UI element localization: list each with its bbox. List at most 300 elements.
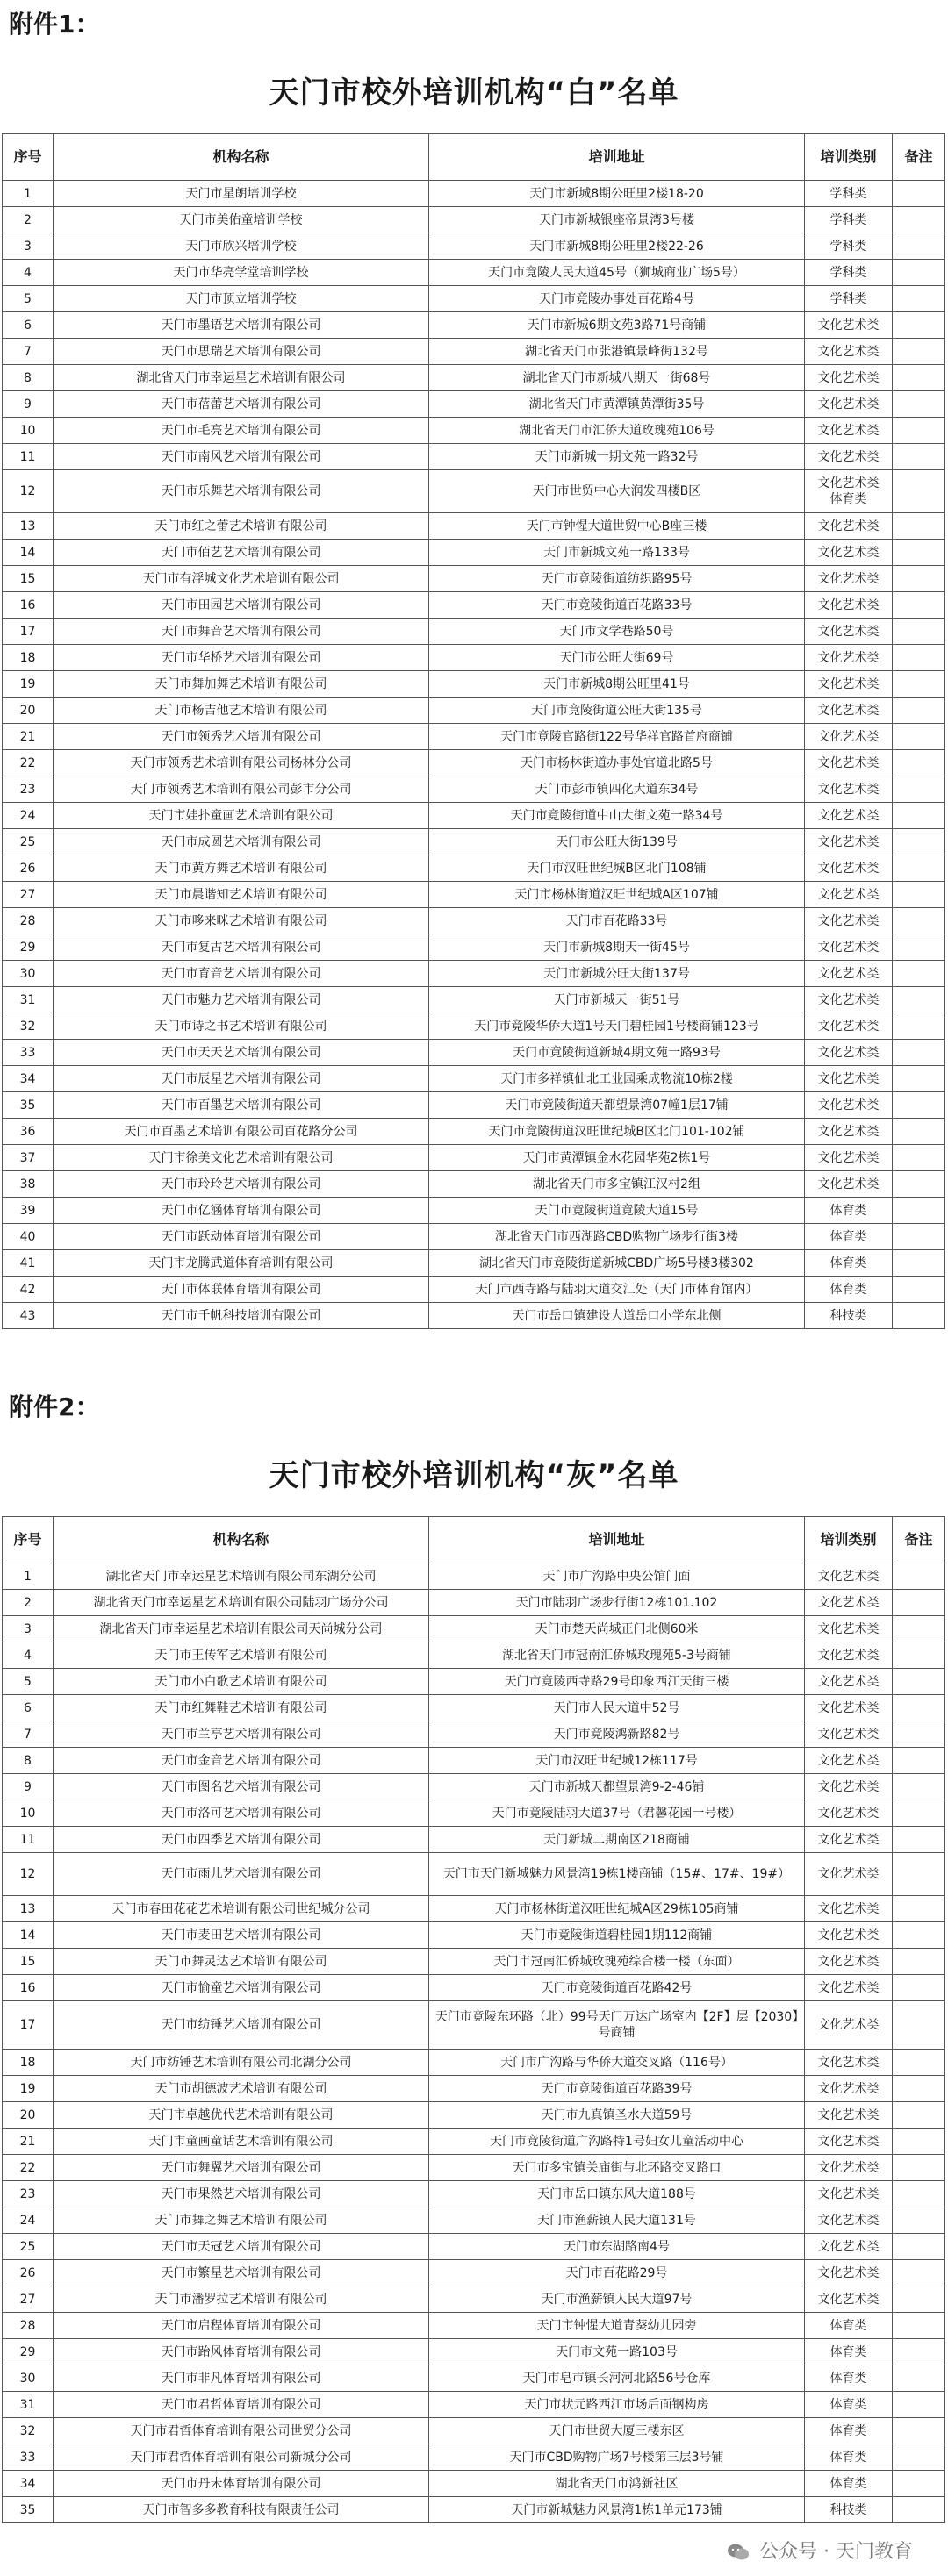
cell-address: 天门市状元路西江市场后面钢构房 (429, 2392, 805, 2418)
cell-address: 天门市CBD购物广场7号楼第三层3号铺 (429, 2444, 805, 2471)
cell-remarks (893, 2260, 945, 2286)
cell-remarks (893, 566, 945, 592)
cell-remarks (893, 724, 945, 750)
cell-index: 14 (3, 540, 54, 566)
cell-org-name: 天门市舞加舞艺术培训有限公司 (54, 671, 429, 698)
cell-address: 湖北省天门市张港镇景峰街132号 (429, 339, 805, 365)
cell-org-name: 天门市墨语艺术培训有限公司 (54, 312, 429, 339)
cell-org-name: 天门市洛可艺术培训有限公司 (54, 1800, 429, 1827)
cell-org-name: 天门市智多多教育科技有限责任公司 (54, 2497, 429, 2523)
cell-index: 26 (3, 2260, 54, 2286)
cell-category: 文化艺术类 (805, 724, 893, 750)
cell-remarks (893, 1013, 945, 1040)
cell-address: 天门市岳口镇建设大道岳口小学东北侧 (429, 1303, 805, 1329)
cell-address: 天门市新城8期天一街45号 (429, 934, 805, 961)
cell-index: 24 (3, 2207, 54, 2234)
cell-index: 5 (3, 1669, 54, 1695)
table-row (3, 750, 945, 776)
cell-index: 39 (3, 1198, 54, 1224)
cell-address: 天门市广沟路与华侨大道交叉路（116号） (429, 2050, 805, 2076)
cell-org-name: 天门市华桥艺术培训有限公司 (54, 645, 429, 671)
table-row (3, 1145, 945, 1171)
cell-org-name: 天门市金音艺术培训有限公司 (54, 1748, 429, 1774)
cell-address: 湖北省天门市黄潭镇黄潭街35号 (429, 391, 805, 418)
cell-remarks (893, 2076, 945, 2102)
table-row (3, 645, 945, 671)
table-row (3, 1896, 945, 1922)
cell-category: 文化艺术类 (805, 1642, 893, 1669)
cell-category: 文化艺术类 (805, 908, 893, 934)
cell-category: 文化艺术类 (805, 2207, 893, 2234)
table-row (3, 619, 945, 645)
cell-category: 文化艺术类 (805, 2050, 893, 2076)
cell-address: 天门市杨林街道办事处官道北路5号 (429, 750, 805, 776)
white-list-title: 天门市校外培训机构“白”名单 (269, 75, 679, 111)
cell-org-name: 天门市育音艺术培训有限公司 (54, 961, 429, 987)
cell-index: 33 (3, 1040, 54, 1066)
cell-address: 天门市新城银座帝景湾3号楼 (429, 207, 805, 233)
cell-category: 科技类 (805, 2497, 893, 2523)
cell-address: 天门市公旺大街69号 (429, 645, 805, 671)
cell-address: 天门市彭市镇四化大道东34号 (429, 776, 805, 803)
cell-index: 16 (3, 592, 54, 619)
cell-address: 天门市文学巷路50号 (429, 619, 805, 645)
cell-remarks (893, 207, 945, 233)
table-row (3, 181, 945, 207)
cell-category: 文化艺术类 (805, 987, 893, 1013)
cell-org-name: 天门市顶立培训学校 (54, 286, 429, 312)
cell-org-name: 天门市胡德波艺术培训有限公司 (54, 2076, 429, 2102)
cell-org-name: 湖北省天门市幸运星艺术培训有限公司东湖分公司 (54, 1563, 429, 1590)
cell-address: 天门市新城公旺大街137号 (429, 961, 805, 987)
cell-address: 天门市汉旺世纪城B区北门108铺 (429, 855, 805, 882)
cell-org-name: 天门市哆来咪艺术培训有限公司 (54, 908, 429, 934)
table-row (3, 540, 945, 566)
cell-index: 1 (3, 181, 54, 207)
cell-category: 文化艺术类 (805, 1827, 893, 1853)
cell-index: 36 (3, 1119, 54, 1145)
cell-remarks (893, 233, 945, 260)
table-row (3, 934, 945, 961)
cell-address: 天门市多祥镇仙北工业园乘成物流10栋2楼 (429, 1066, 805, 1092)
table-row (3, 776, 945, 803)
cell-index: 26 (3, 855, 54, 882)
cell-category: 文化艺术类 (805, 1590, 893, 1616)
cell-index: 19 (3, 671, 54, 698)
cell-category: 文化艺术类 (805, 645, 893, 671)
cell-address: 天门市陆羽广场步行街12栋101.102 (429, 1590, 805, 1616)
cell-remarks (893, 391, 945, 418)
cell-remarks (893, 181, 945, 207)
cell-org-name: 天门市红之蕾艺术培训有限公司 (54, 513, 429, 540)
cell-address: 天门市新城8期公旺里41号 (429, 671, 805, 698)
cell-index: 32 (3, 2418, 54, 2444)
cell-category: 体育类 (805, 1250, 893, 1277)
cell-address: 天门市新城文苑一路133号 (429, 540, 805, 566)
cell-category: 文化艺术类 (805, 2286, 893, 2313)
cell-remarks (893, 1590, 945, 1616)
cell-index: 9 (3, 391, 54, 418)
cell-remarks (893, 2155, 945, 2181)
table-header-row (3, 134, 945, 181)
cell-org-name: 天门市星朗培训学校 (54, 181, 429, 207)
cell-org-name: 天门市美佑童培训学校 (54, 207, 429, 233)
cell-org-name: 天门市兰亭艺术培训有限公司 (54, 1721, 429, 1748)
cell-remarks (893, 1896, 945, 1922)
grey-list-title: 天门市校外培训机构“灰”名单 (269, 1458, 679, 1493)
cell-address: 天门市竟陵官路街122号华祥官路首府商铺 (429, 724, 805, 750)
cell-remarks (893, 1119, 945, 1145)
cell-category: 文化艺术类 (805, 882, 893, 908)
cell-index: 43 (3, 1303, 54, 1329)
table-row (3, 1774, 945, 1800)
cell-category: 文化艺术类 (805, 312, 893, 339)
table-row (3, 1250, 945, 1277)
cell-index: 18 (3, 2050, 54, 2076)
cell-remarks (893, 619, 945, 645)
cell-remarks (893, 2313, 945, 2339)
cell-remarks (893, 750, 945, 776)
cell-index: 38 (3, 1171, 54, 1198)
cell-index: 23 (3, 776, 54, 803)
cell-index: 12 (3, 1853, 54, 1896)
cell-remarks (893, 2234, 945, 2260)
cell-remarks (893, 1616, 945, 1642)
cell-category: 文化艺术类 (805, 566, 893, 592)
cell-address: 天门市公旺大街139号 (429, 829, 805, 855)
table-row (3, 444, 945, 470)
cell-remarks (893, 2365, 945, 2392)
cell-index: 10 (3, 1800, 54, 1827)
table-row (3, 1616, 945, 1642)
cell-org-name: 天门市佰艺艺术培训有限公司 (54, 540, 429, 566)
cell-index: 3 (3, 233, 54, 260)
cell-remarks (893, 2102, 945, 2129)
cell-address: 天门市竟陵东环路（北）99号天门万达广场室内【2F】层【2030】号商铺 (429, 2001, 805, 2050)
cell-remarks (893, 1748, 945, 1774)
cell-remarks (893, 1800, 945, 1827)
cell-address: 天门市新城天都望景湾9-2-46铺 (429, 1774, 805, 1800)
cell-category: 文化艺术类 (805, 2155, 893, 2181)
cell-index: 42 (3, 1277, 54, 1303)
cell-index: 30 (3, 961, 54, 987)
cell-index: 9 (3, 1774, 54, 1800)
cell-index: 31 (3, 2392, 54, 2418)
cell-category: 学科类 (805, 286, 893, 312)
header-org-name: 机构名称 (54, 1517, 429, 1563)
cell-address: 天门市竟陵华侨大道1号天门碧桂园1号楼商铺123号 (429, 1013, 805, 1040)
header-index: 序号 (3, 1517, 54, 1563)
cell-remarks (893, 365, 945, 391)
cell-index: 1 (3, 1563, 54, 1590)
table-header-row (3, 1517, 945, 1563)
cell-index: 25 (3, 2234, 54, 2260)
cell-category: 文化艺术类 (805, 1171, 893, 1198)
cell-remarks (893, 829, 945, 855)
cell-category: 文化艺术类 (805, 619, 893, 645)
cell-address: 天门市竟陵人民大道45号（狮城商业广场5号） (429, 260, 805, 286)
cell-category: 文化艺术类 (805, 2181, 893, 2207)
cell-address: 天门市竟陵街道纺织路95号 (429, 566, 805, 592)
cell-index: 34 (3, 1066, 54, 1092)
cell-index: 32 (3, 1013, 54, 1040)
cell-index: 11 (3, 1827, 54, 1853)
header-category: 培训类别 (805, 1517, 893, 1563)
cell-category: 文化艺术类 (805, 1040, 893, 1066)
cell-index: 19 (3, 2076, 54, 2102)
cell-category: 文化艺术类 (805, 2102, 893, 2129)
table-row (3, 671, 945, 698)
table-row (3, 1171, 945, 1198)
cell-remarks (893, 1145, 945, 1171)
cell-org-name: 天门市君哲体育培训有限公司 (54, 2392, 429, 2418)
cell-category: 文化艺术类 (805, 1853, 893, 1896)
table-row (3, 1066, 945, 1092)
cell-org-name: 天门市蓓蕾艺术培训有限公司 (54, 391, 429, 418)
cell-category: 文化艺术类 (805, 750, 893, 776)
cell-address: 天门市广沟路中央公馆门面 (429, 1563, 805, 1590)
cell-index: 17 (3, 619, 54, 645)
cell-index: 35 (3, 1092, 54, 1119)
cell-remarks (893, 1853, 945, 1896)
cell-address: 天门市文苑一路103号 (429, 2339, 805, 2365)
cell-org-name: 天门市有浮城文化艺术培训有限公司 (54, 566, 429, 592)
table-row (3, 1013, 945, 1040)
table-row (3, 1224, 945, 1250)
cell-index: 14 (3, 1922, 54, 1949)
cell-category: 学科类 (805, 207, 893, 233)
table-row (3, 2102, 945, 2129)
cell-remarks (893, 2001, 945, 2050)
cell-org-name: 湖北省天门市幸运星艺术培训有限公司天尚城分公司 (54, 1616, 429, 1642)
cell-index: 3 (3, 1616, 54, 1642)
cell-remarks (893, 470, 945, 513)
cell-index: 17 (3, 2001, 54, 2050)
cell-org-name: 天门市领秀艺术培训有限公司杨林分公司 (54, 750, 429, 776)
cell-remarks (893, 286, 945, 312)
table-row (3, 2497, 945, 2523)
cell-address: 湖北省天门市冠南汇侨城玫瑰苑5-3号商铺 (429, 1642, 805, 1669)
table-row (3, 1748, 945, 1774)
cell-index: 11 (3, 444, 54, 470)
cell-address: 湖北省天门市多宝镇江汉村2组 (429, 1171, 805, 1198)
table-row (3, 1040, 945, 1066)
cell-org-name: 天门市麦田艺术培训有限公司 (54, 1922, 429, 1949)
cell-category: 文化艺术类 (805, 671, 893, 698)
cell-index: 7 (3, 339, 54, 365)
cell-org-name: 天门市华亮学堂培训学校 (54, 260, 429, 286)
table-row (3, 1853, 945, 1896)
cell-address: 天门市钟惺大道青葵幼儿园旁 (429, 2313, 805, 2339)
cell-remarks (893, 1642, 945, 1669)
cell-index: 6 (3, 312, 54, 339)
cell-address: 天门市岳口镇东风大道188号 (429, 2181, 805, 2207)
cell-remarks (893, 2444, 945, 2471)
cell-address: 天门市竟陵街道新城4期文苑一路93号 (429, 1040, 805, 1066)
cell-category: 文化艺术类 (805, 339, 893, 365)
cell-index: 28 (3, 908, 54, 934)
table-row (3, 2418, 945, 2444)
cell-category: 文化艺术类 (805, 1922, 893, 1949)
cell-category: 文化艺术类 (805, 592, 893, 619)
cell-category: 文化艺术类 (805, 1774, 893, 1800)
cell-category: 科技类 (805, 1303, 893, 1329)
cell-address: 天门市西寺路与陆羽大道交汇处（天门市体育馆内） (429, 1277, 805, 1303)
cell-remarks (893, 1975, 945, 2001)
table-row (3, 2076, 945, 2102)
cell-org-name: 天门市纺锤艺术培训有限公司北湖分公司 (54, 2050, 429, 2076)
cell-index: 25 (3, 829, 54, 855)
cell-org-name: 天门市魅力艺术培训有限公司 (54, 987, 429, 1013)
table-row (3, 1695, 945, 1721)
table-row (3, 1827, 945, 1853)
cell-org-name: 天门市卓越优代艺术培训有限公司 (54, 2102, 429, 2129)
cell-remarks (893, 908, 945, 934)
cell-remarks (893, 1171, 945, 1198)
cell-address: 天门市新城一期文苑一路32号 (429, 444, 805, 470)
cell-index: 34 (3, 2471, 54, 2497)
header-org-name: 机构名称 (54, 134, 429, 181)
cell-remarks (893, 803, 945, 829)
table-row (3, 566, 945, 592)
cell-category: 文化艺术类 (805, 1145, 893, 1171)
cell-address: 天门市杨林街道汉旺世纪城A区29栋105商铺 (429, 1896, 805, 1922)
cell-address: 天门市汉旺世纪城12栋117号 (429, 1748, 805, 1774)
cell-category: 体育类 (805, 2392, 893, 2418)
cell-category: 文化艺术类 (805, 1013, 893, 1040)
table-row (3, 803, 945, 829)
cell-category: 体育类 (805, 2365, 893, 2392)
cell-remarks (893, 987, 945, 1013)
grey-list-table (2, 1516, 945, 2523)
table-row (3, 698, 945, 724)
table-row (3, 2001, 945, 2050)
table-row (3, 2155, 945, 2181)
cell-remarks (893, 934, 945, 961)
cell-org-name: 天门市体联体育培训有限公司 (54, 1277, 429, 1303)
cell-index: 29 (3, 934, 54, 961)
table-row (3, 2129, 945, 2155)
cell-address: 天门市竟陵街道汉旺世纪城B区北门101-102铺 (429, 1119, 805, 1145)
table-row (3, 1642, 945, 1669)
cell-address: 天门市新城6期文苑3路71号商铺 (429, 312, 805, 339)
cell-org-name: 天门市非凡体育培训有限公司 (54, 2365, 429, 2392)
cell-org-name: 天门市复古艺术培训有限公司 (54, 934, 429, 961)
cell-address: 湖北省天门市新城八期天一街68号 (429, 365, 805, 391)
cell-category: 体育类 (805, 1198, 893, 1224)
cell-org-name: 天门市启程体育培训有限公司 (54, 2313, 429, 2339)
cell-category: 体育类 (805, 1224, 893, 1250)
cell-category: 文化艺术类 (805, 2234, 893, 2260)
table-row (3, 233, 945, 260)
cell-org-name: 天门市红舞鞋艺术培训有限公司 (54, 1695, 429, 1721)
table-row (3, 2471, 945, 2497)
cell-address: 天门市多宝镇关庙街与北环路交叉路口 (429, 2155, 805, 2181)
cell-org-name: 湖北省天门市幸运星艺术培训有限公司 (54, 365, 429, 391)
cell-remarks (893, 776, 945, 803)
cell-index: 15 (3, 566, 54, 592)
cell-remarks (893, 1198, 945, 1224)
cell-remarks (893, 339, 945, 365)
table-row (3, 260, 945, 286)
cell-address: 天门市竟陵街道百花路33号 (429, 592, 805, 619)
cell-category: 文化艺术类 (805, 934, 893, 961)
white-list-table (2, 133, 945, 1329)
table-row (3, 1922, 945, 1949)
cell-org-name: 天门市徐美文化艺术培训有限公司 (54, 1145, 429, 1171)
cell-remarks (893, 2129, 945, 2155)
cell-address: 湖北省天门市汇侨大道玫瑰苑106号 (429, 418, 805, 444)
table-row (3, 1975, 945, 2001)
cell-address: 天门市竟陵街道广沟路特1号妇女儿童活动中心 (429, 2129, 805, 2155)
cell-address: 天门市杨林街道汉旺世纪城A区107铺 (429, 882, 805, 908)
cell-category: 文化艺术类 (805, 1695, 893, 1721)
cell-remarks (893, 1066, 945, 1092)
cell-org-name: 天门市辰星艺术培训有限公司 (54, 1066, 429, 1092)
table-row (3, 1949, 945, 1975)
header-address: 培训地址 (429, 134, 805, 181)
cell-remarks (893, 2286, 945, 2313)
cell-address: 天门市楚天尚城正门北侧60米 (429, 1616, 805, 1642)
cell-org-name: 天门市乐舞艺术培训有限公司 (54, 470, 429, 513)
cell-remarks (893, 312, 945, 339)
cell-org-name: 天门市诗之书艺术培训有限公司 (54, 1013, 429, 1040)
table-row (3, 829, 945, 855)
cell-index: 27 (3, 882, 54, 908)
cell-org-name: 天门市百墨艺术培训有限公司百花路分公司 (54, 1119, 429, 1145)
cell-address: 天门市竟陵街道百花路42号 (429, 1975, 805, 2001)
cell-category: 文化艺术类 (805, 1975, 893, 2001)
cell-category: 文化艺术类 (805, 1616, 893, 1642)
cell-org-name: 天门市晨谐知艺术培训有限公司 (54, 882, 429, 908)
cell-index: 15 (3, 1949, 54, 1975)
cell-org-name: 天门市君哲体育培训有限公司世贸分公司 (54, 2418, 429, 2444)
cell-remarks (893, 1303, 945, 1329)
table-row (3, 724, 945, 750)
cell-remarks (893, 2392, 945, 2418)
cell-org-name: 天门市龙腾武道体育培训有限公司 (54, 1250, 429, 1277)
table-row (3, 513, 945, 540)
cell-index: 21 (3, 2129, 54, 2155)
cell-category: 体育类 (805, 2339, 893, 2365)
cell-org-name: 天门市纺锤艺术培训有限公司 (54, 2001, 429, 2050)
cell-org-name: 天门市田园艺术培训有限公司 (54, 592, 429, 619)
cell-address: 天门市世贸中心大润发四楼B区 (429, 470, 805, 513)
cell-index: 2 (3, 207, 54, 233)
cell-address: 天门市竟陵街道中山大街文苑一路34号 (429, 803, 805, 829)
cell-remarks (893, 2207, 945, 2234)
cell-address: 天门市冠南汇侨城玫瑰苑综合楼一楼（东面） (429, 1949, 805, 1975)
cell-remarks (893, 2497, 945, 2523)
cell-category: 体育类 (805, 2471, 893, 2497)
cell-address: 天门市竟陵街道百花路39号 (429, 2076, 805, 2102)
cell-index: 8 (3, 365, 54, 391)
cell-address: 天门市新城天一街51号 (429, 987, 805, 1013)
cell-index: 18 (3, 645, 54, 671)
cell-org-name: 天门市千帆科技培训有限公司 (54, 1303, 429, 1329)
cell-index: 6 (3, 1695, 54, 1721)
cell-category: 文化艺术类 (805, 2260, 893, 2286)
cell-org-name: 天门市舞之舞艺术培训有限公司 (54, 2207, 429, 2234)
table-row (3, 312, 945, 339)
cell-category: 文化艺术类 (805, 1066, 893, 1092)
table-row (3, 1590, 945, 1616)
cell-org-name: 天门市图名艺术培训有限公司 (54, 1774, 429, 1800)
cell-remarks (893, 260, 945, 286)
cell-address: 天门市渔薪镇人民大道97号 (429, 2286, 805, 2313)
cell-category: 体育类 (805, 2313, 893, 2339)
cell-category: 文化艺术类 (805, 1563, 893, 1590)
